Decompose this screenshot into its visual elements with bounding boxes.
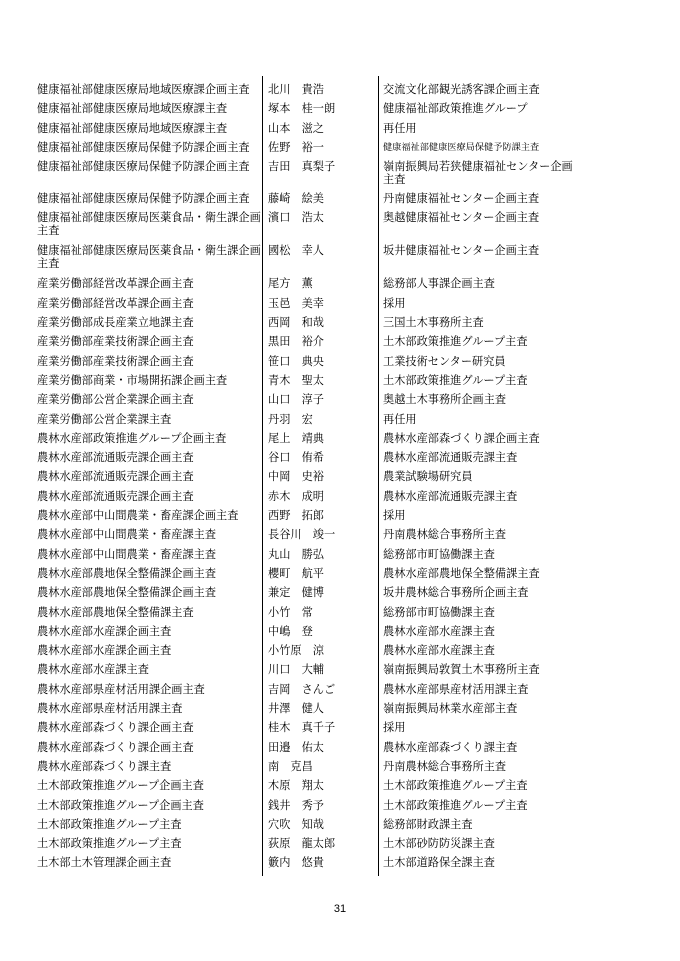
previous-position: 農林水産部流通販売課企画主査 [37, 489, 194, 503]
person-name: 川口 大輔 [268, 663, 324, 677]
previous-position: 健康福祉部健康医療局医薬食品・衛生課企画主査 [37, 244, 261, 271]
person-name: 谷口 侑希 [268, 451, 324, 465]
previous-position: 産業労働部公営企業課企画主査 [37, 393, 194, 407]
person-name: 丸山 勝弘 [268, 547, 324, 561]
new-position: 土木部政策推進グループ主査 [383, 779, 528, 793]
new-position: 農林水産部水産課主査 [383, 644, 495, 658]
previous-position: 農林水産部流通販売課企画主査 [37, 451, 194, 465]
person-name: 丹羽 宏 [268, 412, 313, 426]
previous-position: 土木部政策推進グループ主査 [37, 837, 182, 851]
person-name: 籔内 悠貴 [268, 856, 324, 870]
new-position: 農林水産部農地保全整備課主査 [383, 566, 540, 580]
new-position: 再任用 [383, 121, 417, 135]
previous-position: 土木部土木管理課企画主査 [37, 856, 172, 870]
table-row [0, 316, 680, 335]
new-position: 再任用 [383, 412, 417, 426]
new-position: 総務部財政課主査 [383, 817, 473, 831]
previous-position: 健康福祉部健康医療局医薬食品・衛生課企画主査 [37, 211, 261, 238]
table-row [0, 741, 680, 760]
previous-position: 健康福祉部健康医療局地域医療課主査 [37, 121, 228, 135]
person-name: 田邉 佑太 [268, 740, 324, 754]
person-name: 中岡 史裕 [268, 470, 324, 484]
previous-position: 産業労働部産業技術課企画主査 [37, 335, 194, 349]
previous-position: 土木部政策推進グループ企画主査 [37, 779, 204, 793]
previous-position: 農林水産部農地保全整備課主査 [37, 605, 194, 619]
previous-position: 農林水産部県産材活用課企画主査 [37, 682, 205, 696]
person-name: 青木 聖太 [268, 373, 324, 387]
previous-position: 産業労働部成長産業立地課主査 [37, 316, 194, 330]
table-row [0, 837, 680, 856]
new-position: 嶺南振興局敦賀土木事務所主査 [383, 663, 540, 677]
table-row [0, 393, 680, 412]
new-position: 農業試験場研究員 [383, 470, 473, 484]
table-row [0, 702, 680, 721]
table-row [0, 509, 680, 528]
table-row [0, 625, 680, 644]
previous-position: 農林水産部流通販売課企画主査 [37, 470, 194, 484]
person-name: 櫻町 航平 [268, 566, 324, 580]
new-position: 工業技術センター研究員 [383, 354, 506, 368]
previous-position: 産業労働部産業技術課企画主査 [37, 354, 194, 368]
person-name: 濱口 浩太 [268, 211, 324, 225]
new-position: 農林水産部県産材活用課主査 [383, 682, 529, 696]
previous-position: 健康福祉部健康医療局保健予防課企画主査 [37, 192, 250, 206]
new-position: 丹南健康福祉センター企画主査 [383, 192, 540, 206]
person-name: 西岡 和哉 [268, 316, 324, 330]
table-row [0, 432, 680, 451]
table-row [0, 683, 680, 702]
table-row [0, 141, 680, 160]
new-position: 嶺南振興局若狭健康福祉センター企画主査 [383, 160, 573, 187]
new-position: 総務部市町協働課主査 [383, 605, 495, 619]
table-row [0, 528, 680, 547]
previous-position: 土木部政策推進グループ企画主査 [37, 798, 204, 812]
previous-position: 農林水産部森づくり課主査 [37, 759, 172, 773]
new-position: 奥越土木事務所企画主査 [383, 393, 507, 407]
new-position: 農林水産部森づくり課企画主査 [383, 431, 540, 445]
table-row [0, 721, 680, 740]
person-name: 銭井 秀予 [268, 798, 324, 812]
person-name: 吉岡 さんご [268, 682, 336, 696]
previous-position: 農林水産部森づくり課企画主査 [37, 721, 194, 735]
new-position: 採用 [383, 296, 406, 310]
person-name: 吉田 真梨子 [268, 160, 336, 174]
person-name: 赤木 成明 [268, 489, 324, 503]
person-name: 山口 淳子 [268, 393, 324, 407]
new-position: 丹南農林総合事務所主査 [383, 759, 507, 773]
person-name: 塚本 桂一朗 [268, 102, 336, 116]
table-row [0, 644, 680, 663]
person-name: 尾上 靖典 [268, 431, 324, 445]
new-position: 坂井健康福祉センター企画主査 [383, 244, 540, 258]
previous-position: 農林水産部農地保全整備課企画主査 [37, 566, 217, 580]
previous-position: 農林水産部県産材活用課主査 [37, 702, 183, 716]
new-position: 農林水産部流通販売課主査 [383, 489, 518, 503]
table-row [0, 490, 680, 509]
previous-position: 農林水産部中山間農業・畜産課主査 [37, 547, 217, 561]
table-row [0, 211, 680, 244]
person-name: 尾方 薫 [268, 277, 313, 291]
table-row [0, 374, 680, 393]
person-name: 藤崎 絵美 [268, 192, 324, 206]
table-row [0, 297, 680, 316]
table-row [0, 160, 680, 192]
previous-position: 健康福祉部健康医療局保健予防課企画主査 [37, 140, 250, 154]
new-position: 土木部政策推進グループ主査 [383, 373, 528, 387]
table-row [0, 856, 680, 875]
person-name: 桂木 真千子 [268, 721, 336, 735]
new-position: 健康福祉部政策推進グループ [383, 102, 528, 116]
table-row [0, 799, 680, 818]
table-row [0, 122, 680, 141]
new-position: 土木部政策推進グループ主査 [383, 335, 528, 349]
table-row [0, 548, 680, 567]
table-row [0, 244, 680, 277]
personnel-table [0, 83, 680, 876]
person-name: 山本 滋之 [268, 121, 324, 135]
previous-position: 農林水産部中山間農業・畜産課企画主査 [37, 509, 239, 523]
new-position: 丹南農林総合事務所主査 [383, 528, 507, 542]
table-row [0, 470, 680, 489]
table-row [0, 335, 680, 354]
previous-position: 農林水産部政策推進グループ企画主査 [37, 431, 227, 445]
previous-position: 農林水産部農地保全整備課企画主査 [37, 586, 217, 600]
previous-position: 農林水産部水産課企画主査 [37, 624, 172, 638]
new-position: 採用 [383, 721, 406, 735]
previous-position: 健康福祉部健康医療局地域医療課企画主査 [37, 83, 250, 96]
previous-position: 健康福祉部健康医療局地域医療課主査 [37, 102, 228, 116]
person-name: 國松 幸人 [268, 244, 324, 258]
previous-position: 産業労働部経営改革課企画主査 [37, 296, 194, 310]
person-name: 南 克昌 [268, 759, 313, 773]
table-row [0, 606, 680, 625]
new-position: 採用 [383, 509, 406, 523]
table-row [0, 779, 680, 798]
previous-position: 産業労働部経営改革課企画主査 [37, 277, 194, 291]
person-name: 荻原 龍太郎 [268, 837, 336, 851]
table-row [0, 413, 680, 432]
new-position: 健康福祉部健康医療局保健予防課主査 [383, 141, 540, 153]
new-position: 農林水産部水産課主査 [383, 624, 495, 638]
person-name: 中嶋 登 [268, 624, 313, 638]
table-row [0, 663, 680, 682]
table-row [0, 277, 680, 296]
person-name: 井澤 健人 [268, 702, 324, 716]
person-name: 玉邑 美幸 [268, 296, 324, 310]
previous-position: 農林水産部水産課主査 [37, 663, 149, 677]
table-row [0, 451, 680, 470]
previous-position: 農林水産部中山間農業・畜産課主査 [37, 528, 217, 542]
previous-position: 農林水産部森づくり課企画主査 [37, 740, 194, 754]
person-name: 木原 翔太 [268, 779, 324, 793]
page-number: 31 [333, 903, 347, 915]
new-position: 土木部道路保全課主査 [383, 856, 495, 870]
new-position: 奥越健康福祉センター企画主査 [383, 211, 540, 225]
new-position: 農林水産部森づくり課主査 [383, 740, 518, 754]
previous-position: 土木部政策推進グループ主査 [37, 817, 182, 831]
table-row [0, 192, 680, 211]
table-row [0, 102, 680, 121]
person-name: 穴吹 知哉 [268, 817, 324, 831]
table-row [0, 567, 680, 586]
person-name: 黒田 裕介 [268, 335, 324, 349]
person-name: 北川 貴浩 [268, 83, 324, 96]
previous-position: 健康福祉部健康医療局保健予防課企画主査 [37, 160, 250, 174]
new-position: 交流文化部観光誘客課企画主査 [383, 83, 540, 96]
new-position: 坂井農林総合事務所企画主査 [383, 586, 529, 600]
person-name: 西野 拓郎 [268, 509, 324, 523]
person-name: 兼定 健博 [268, 586, 324, 600]
new-position: 土木部砂防防災課主査 [383, 837, 495, 851]
previous-position: 産業労働部公営企業課主査 [37, 412, 172, 426]
previous-position: 農林水産部水産課企画主査 [37, 644, 172, 658]
person-name: 小竹原 涼 [268, 644, 324, 658]
new-position: 総務部市町協働課主査 [383, 547, 495, 561]
table-row [0, 586, 680, 605]
table-row [0, 355, 680, 374]
table-row [0, 818, 680, 837]
new-position: 嶺南振興局林業水産部主査 [383, 702, 518, 716]
table-row [0, 760, 680, 779]
person-name: 佐野 裕一 [268, 140, 324, 154]
new-position: 土木部政策推進グループ主査 [383, 798, 528, 812]
new-position: 総務部人事課企画主査 [383, 277, 495, 291]
new-position: 三国土木事務所主査 [383, 316, 484, 330]
person-name: 長谷川 竣一 [268, 528, 336, 542]
new-position: 農林水産部流通販売課主査 [383, 451, 518, 465]
person-name: 小竹 常 [268, 605, 313, 619]
previous-position: 産業労働部商業・市場開拓課企画主査 [37, 373, 228, 387]
person-name: 笹口 典央 [268, 354, 324, 368]
table-row [0, 83, 680, 102]
